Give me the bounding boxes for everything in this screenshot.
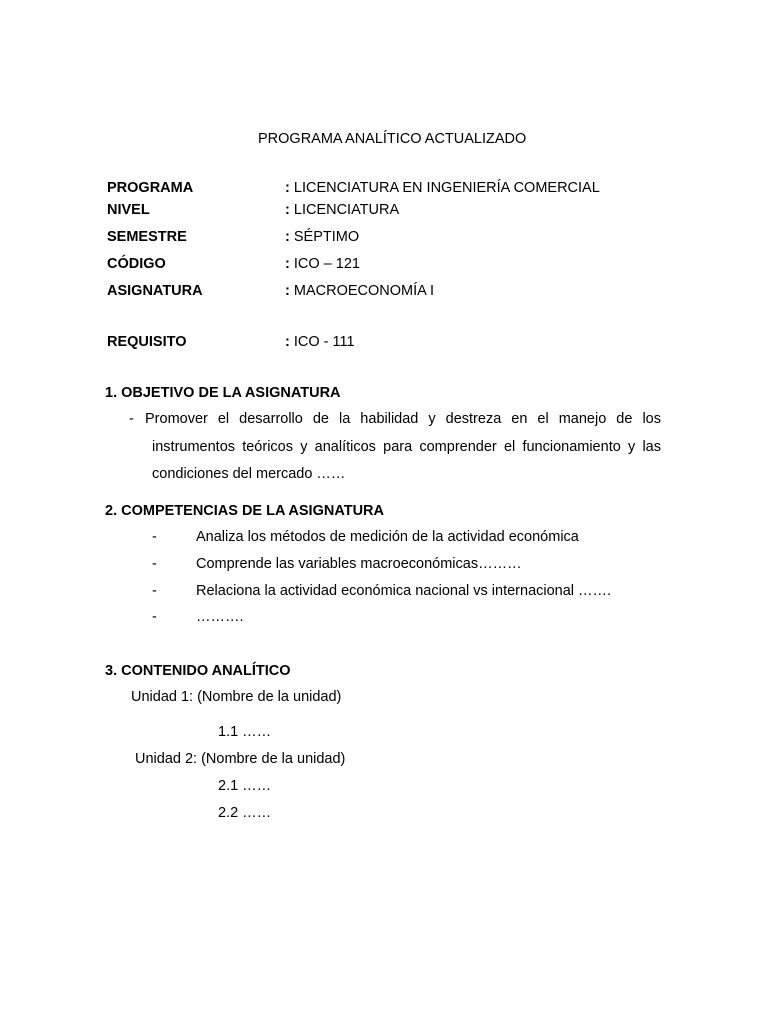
colon: : <box>285 334 290 350</box>
field-value-requisito <box>285 334 355 351</box>
field-value-text: SÉPTIMO <box>293 229 360 245</box>
field-label-nivel: NIVEL <box>107 202 150 218</box>
list-bullet: - <box>152 609 157 625</box>
colon: : <box>285 229 290 245</box>
field-label-asignatura: ASIGNATURA <box>107 283 203 299</box>
objective-line-3: condiciones del mercado …… <box>152 466 346 482</box>
list-item: Relaciona la actividad económica nacional vs internacional ……. <box>196 583 612 599</box>
list-item: ………. <box>196 609 244 625</box>
unit-2-title: Unidad 2: (Nombre de la unidad) <box>135 751 346 767</box>
field-value-text: ICO - 111 <box>293 334 355 350</box>
unit-1-title: Unidad 1: (Nombre de la unidad) <box>131 689 342 705</box>
list-bullet: - <box>152 583 157 599</box>
field-value-text: LICENCIATURA <box>293 202 400 218</box>
field-value-text: ICO – 121 <box>293 256 360 272</box>
list-bullet: - <box>152 529 157 545</box>
unit-2-item: 2.2 …… <box>218 805 272 821</box>
section-heading-competencias: 2. COMPETENCIAS DE LA ASIGNATURA <box>105 503 385 519</box>
field-value-codigo <box>285 256 360 273</box>
unit-2-item: 2.1 …… <box>218 778 272 794</box>
colon: : <box>285 180 290 196</box>
field-label-codigo: CÓDIGO <box>107 256 166 272</box>
field-value-semestre <box>285 229 359 246</box>
field-label-semestre: SEMESTRE <box>107 229 187 245</box>
objective-line-2: instrumentos teóricos y analíticos para comprender el funcionamiento y las <box>152 439 661 455</box>
colon: : <box>285 256 290 272</box>
list-item: Analiza los métodos de medición de la actividad económica <box>196 529 579 545</box>
list-item: Comprende las variables macroeconómicas……… <box>196 556 522 572</box>
section-heading-objetivo: 1. OBJETIVO DE LA ASIGNATURA <box>105 385 341 401</box>
field-label-requisito: REQUISITO <box>107 334 187 350</box>
document-title: PROGRAMA ANALÍTICO ACTUALIZADO <box>258 131 527 147</box>
field-value-text: MACROECONOMÍA I <box>293 283 435 299</box>
field-value-programa <box>285 180 600 197</box>
list-bullet: - <box>152 556 157 572</box>
list-bullet: - <box>129 411 134 427</box>
field-value-text: LICENCIATURA EN INGENIERÍA COMERCIAL <box>293 180 600 196</box>
colon: : <box>285 283 290 299</box>
section-heading-contenido: 3. CONTENIDO ANALÍTICO <box>105 663 291 679</box>
unit-1-item: 1.1 …… <box>218 724 272 740</box>
field-label-programa: PROGRAMA <box>107 180 194 196</box>
field-value-nivel <box>285 202 399 219</box>
colon: : <box>285 202 290 218</box>
field-value-asignatura <box>285 283 434 300</box>
objective-line-1: Promover el desarrollo de la habilidad y destreza en el manejo de los <box>145 411 661 427</box>
